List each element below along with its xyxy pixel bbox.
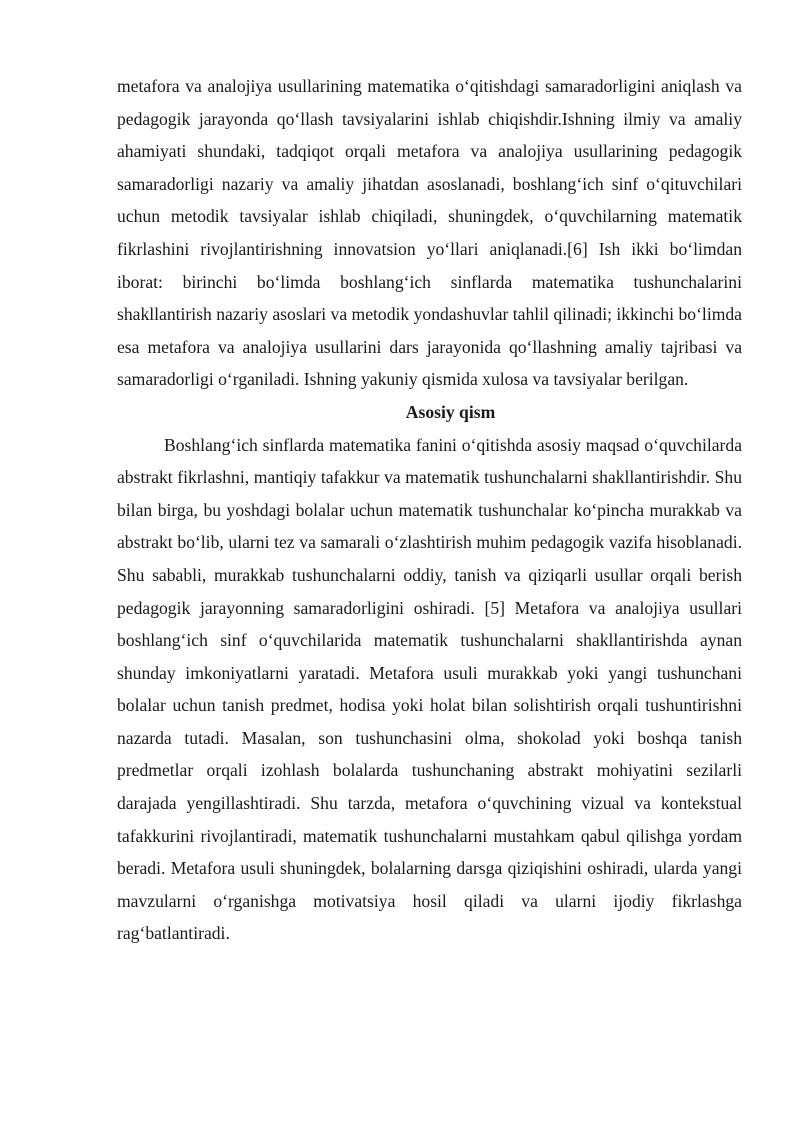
intro-paragraph: metafora va analojiya usullarining matematika o‘qitishdagi samaradorligini aniqlash va pedagogik jarayonda qo‘llash tavsiyalarini ishlab chiqishdir.Ishning ilmiy va amaliy ahamiyati shundaki, tadqiqot orqali metafora va analojiya usullarining pedagogik samaradorligi nazariy va amaliy jihatdan asoslanadi, boshlang‘ich sinf o‘qituvchilari uchun metodik tavsiyalar ishlab chiqiladi, shuningdek, o‘quvchilarning matematik fikrlashini rivojlantirishning innovatsion yo‘llari aniqlanadi.[6] Ish ikki bo‘limdan iborat: birinchi bo‘limda boshlang‘ich sinflarda matematika tushunchalarini shakllantirish nazariy asoslari va metodik yondashuvlar tahlil qilinadi; ikkinchi bo‘limda esa metafora va analojiya usullarini dars jarayonida qo‘llashning amaliy tajribasi va samaradorligi o‘rganiladi. Ishning yakuniy qismida xulosa va tavsiyalar berilgan. (117, 76, 742, 390)
document-body (117, 70, 742, 950)
main-paragraph: Boshlang‘ich sinflarda matematika fanini o‘qitishda asosiy maqsad o‘quvchilarda abstrakt fikrlashni, mantiqiy tafakkur va matematik tushunchalarni shakllantirishdir. Shu bilan birga, bu yoshdagi bolalar uchun matematik tushunchalar ko‘pincha murakkab va abstrakt bo‘lib, ularni tez va samarali o‘zlashtirish muhim pedagogik vazifa hisoblanadi. Shu sababli, murakkab tushunchalarni oddiy, tanish va qiziqarli usullar orqali berish pedagogik jarayonning samaradorligini oshiradi. [5] Metafora va analojiya usullari boshlang‘ich sinf o‘quvchilarida matematik tushunchalarni shakllantirishda aynan shunday imkoniyatlarni yaratadi. Metafora usuli murakkab yoki yangi tushunchani bolalar uchun tanish predmet, hodisa yoki holat bilan solishtirish orqali tushuntirishni nazarda tutadi. Masalan, son tushunchasini olma, shokolad yoki boshqa tanish predmetlar orqali izohlash bolalarda tushunchaning abstrakt mohiyatini sezilarli darajada yengillashtiradi. Shu tarzda, metafora o‘quvchining vizual va kontekstual tafakkurini rivojlantiradi, matematik tushunchalarni mustahkam qabul qilishga yordam beradi. Metafora usuli shuningdek, bolalarning darsga qiziqishini oshiradi, ularda yangi mavzularni o‘rganishga motivatsiya hosil qiladi va ularni ijodiy fikrlashga rag‘batlantiradi. (117, 434, 742, 944)
section-heading: Asosiy qism (405, 401, 496, 422)
